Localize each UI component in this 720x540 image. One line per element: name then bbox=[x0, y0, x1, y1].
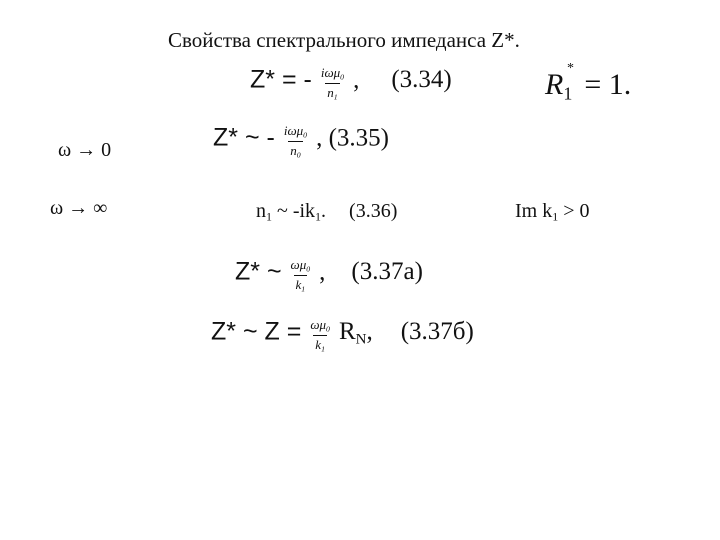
eq-3-35-fraction: $\frac{i\omega\mu_0}{n_0}$ bbox=[283, 123, 308, 160]
equation-3-37a bbox=[235, 258, 423, 293]
eq-3-34-comma: , bbox=[353, 66, 360, 94]
eq-3-37b-fraction: $\frac{\omega\mu_0}{k_1}$ bbox=[310, 317, 330, 354]
condition-omega-infinity: ω → ∞ bbox=[50, 197, 108, 219]
eq-3-34-lhs: Z* = - bbox=[250, 65, 312, 94]
im-k1-condition: Im $k_1 > 0$ bbox=[515, 200, 590, 224]
eq-3-37b-lhs: Z* ~ Z = bbox=[211, 317, 302, 346]
r1-value: = 1. bbox=[584, 68, 632, 101]
page-title: Свойства спектрального импеданса Z*. bbox=[168, 28, 520, 52]
equation-3-36: $n_1$ ~ $-ik_1$. (3.36) bbox=[256, 200, 398, 224]
equation-3-37b bbox=[211, 318, 474, 353]
eq-3-35-lhs: Z* ~ - bbox=[213, 123, 275, 152]
condition-omega-zero: ω → 0 bbox=[58, 139, 112, 161]
equation-3-34 bbox=[250, 66, 452, 101]
r1-symbol: $R_1$ * bbox=[545, 61, 574, 104]
eq-3-34-number: (3.34) bbox=[391, 66, 452, 94]
eq-3-35-number: , (3.35) bbox=[316, 124, 389, 152]
eq-3-37a-fraction: $\frac{\omega\mu_0}{k_1}$ bbox=[290, 257, 311, 294]
eq-3-34-fraction: $\frac{i\omega\mu_0}{n_1}$ bbox=[320, 65, 345, 102]
eq-3-37a-lhs: Z* ~ bbox=[235, 257, 282, 286]
r1-star-equation bbox=[545, 61, 632, 104]
eq-3-37b-rn: $R_N$, bbox=[338, 318, 373, 348]
eq-3-37b-number: (3.37б) bbox=[400, 318, 474, 346]
eq-3-37a-number: (3.37a) bbox=[351, 258, 423, 286]
eq-3-36-number: (3.36) bbox=[349, 200, 398, 222]
eq-3-37a-comma: , bbox=[319, 258, 326, 286]
equation-3-35 bbox=[213, 124, 389, 159]
